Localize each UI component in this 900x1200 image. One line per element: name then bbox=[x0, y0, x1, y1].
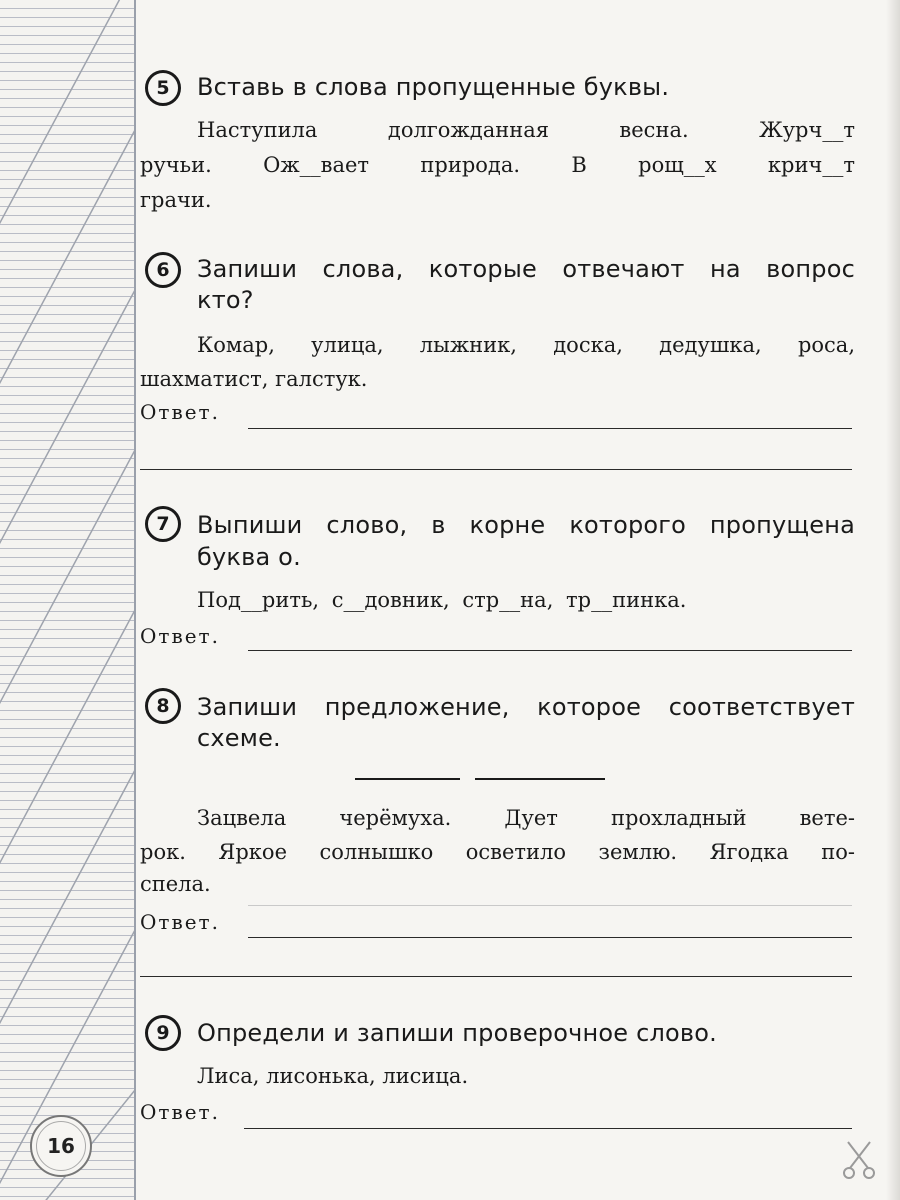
task-8-line-3: спела. bbox=[140, 872, 211, 896]
margin-border bbox=[134, 0, 136, 1200]
task-6-title-line-2: кто? bbox=[197, 286, 254, 314]
task-6-answer-line-1[interactable] bbox=[248, 428, 852, 429]
task-9-line-1: Лиса, лисонька, лисица. bbox=[197, 1064, 469, 1088]
task-6-line-2: шахматист, галстук. bbox=[140, 367, 368, 391]
scheme-word-1 bbox=[355, 778, 460, 780]
margin-slant-lines bbox=[0, 0, 135, 1200]
scheme-word-2 bbox=[475, 778, 605, 780]
task-6-title-line-1: Запиши слова, которые отвечают на вопрос bbox=[197, 255, 855, 283]
page-edge-shadow bbox=[886, 0, 900, 1200]
task-8-title-line-1: Запиши предложение, которое соответствует bbox=[197, 693, 855, 721]
task-6-answer-line-2[interactable] bbox=[140, 469, 852, 470]
task-7-number: 7 bbox=[145, 506, 181, 542]
task-6-answer-label: Ответ. bbox=[140, 400, 220, 424]
ruled-margin bbox=[0, 0, 135, 1200]
task-8-answer-line-2[interactable] bbox=[140, 976, 852, 977]
task-8-title-line-2: схеме. bbox=[197, 724, 281, 752]
task-7-title-line-2: буква о. bbox=[197, 543, 301, 571]
task-5-line-3: грачи. bbox=[140, 188, 212, 212]
task-9-number: 9 bbox=[145, 1015, 181, 1051]
task-7-answer-line[interactable] bbox=[248, 650, 852, 651]
tasks-area bbox=[140, 0, 855, 1200]
task-5-line-1: Наступила долгожданная весна. Журч__т bbox=[197, 118, 855, 142]
task-7-line-1: Под__рить, с__довник, стр__на, тр__пинка. bbox=[197, 588, 687, 612]
task-5-line-2: ручьи. Ож__вает природа. В рощ__х крич__т bbox=[140, 153, 855, 177]
task-8-answer-label: Ответ. bbox=[140, 910, 220, 934]
task-5-title: Вставь в слова пропущенные буквы. bbox=[197, 73, 670, 101]
task-6-number: 6 bbox=[145, 252, 181, 288]
scissors-icon bbox=[842, 1140, 876, 1180]
task-8-guide-line bbox=[248, 905, 852, 906]
task-8-answer-line-1[interactable] bbox=[248, 937, 852, 938]
task-7-title-line-1: Выпиши слово, в корне которого пропущена bbox=[197, 511, 855, 539]
task-7-answer-label: Ответ. bbox=[140, 624, 220, 648]
task-8-line-1: Зацвела черёмуха. Дует прохладный вете- bbox=[197, 806, 855, 830]
task-6-line-1: Комар, улица, лыжник, доска, дедушка, роса, bbox=[197, 333, 855, 357]
task-9-answer-label-visible: Ответ. bbox=[140, 1100, 220, 1124]
task-5-number: 5 bbox=[145, 70, 181, 106]
task-9-title: Определи и запиши проверочное слово. bbox=[197, 1019, 717, 1047]
page-number: 16 bbox=[30, 1115, 92, 1177]
task-9-answer-line[interactable] bbox=[244, 1128, 852, 1129]
task-8-line-2: рок. Яркое солнышко осветило землю. Ягодка по- bbox=[140, 840, 855, 864]
task-8-number: 8 bbox=[145, 688, 181, 724]
